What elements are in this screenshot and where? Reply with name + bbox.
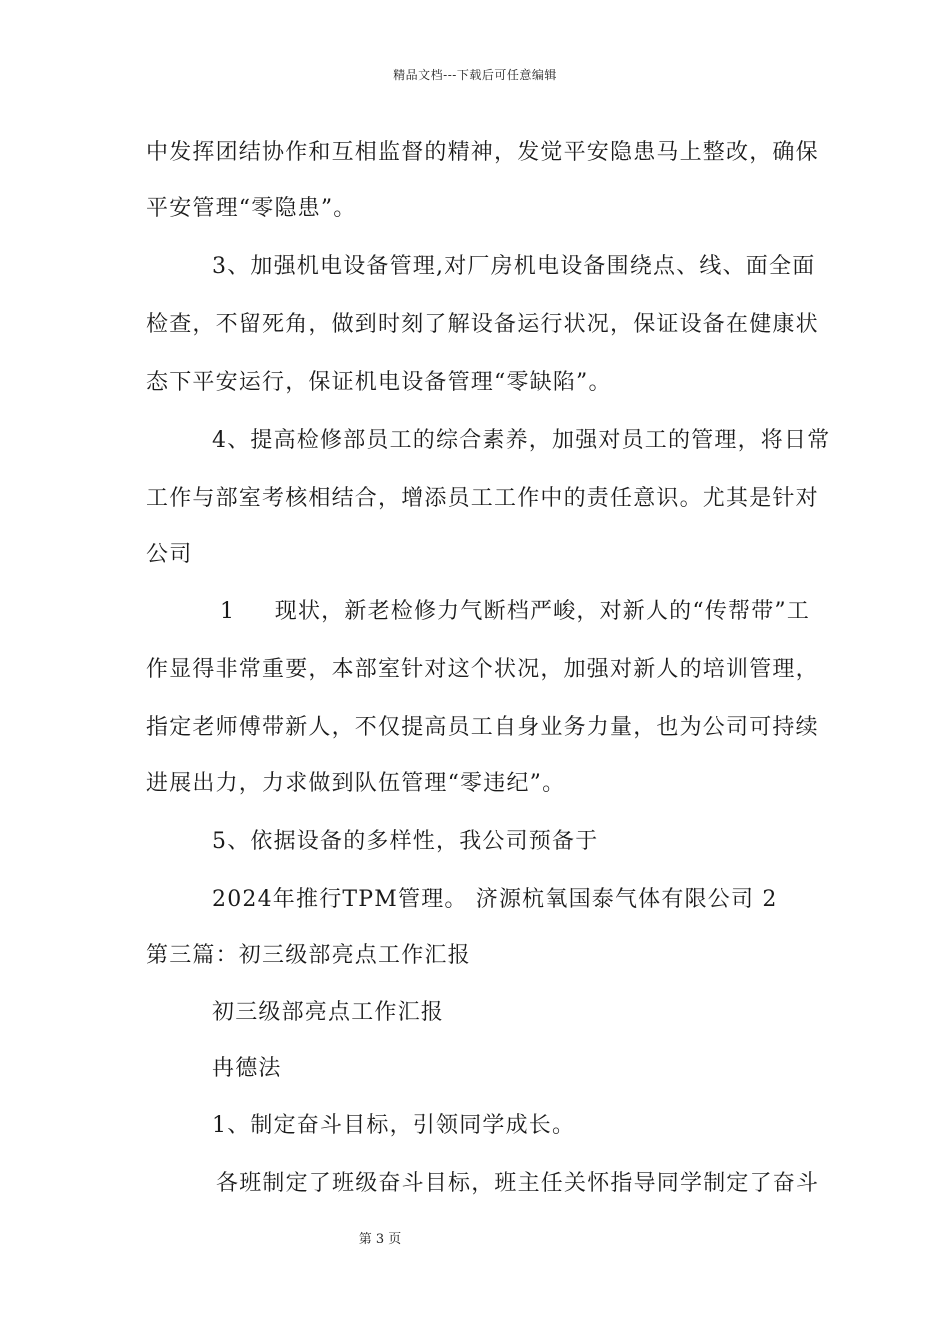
body-line: 平安管理“零隐患”。 [146, 196, 357, 221]
body-line: 5、依据设备的多样性，我公司预备于 [212, 829, 599, 854]
body-line: 指定老师傅带新人，不仅提高员工自身业务力量，也为公司可持续 [146, 715, 819, 740]
body-line: 作显得非常重要，本部室针对这个状况，加强对新人的培训管理， [146, 657, 819, 682]
body-line: 4、提高检修部员工的综合素养，加强对员工的管理，将日常 [212, 428, 831, 453]
body-line: 2024年推行TPM管理。 济源杭氧国泰气体有限公司 2 [212, 887, 778, 912]
body-line: 态下平安运行，保证机电设备管理“零缺陷”。 [146, 370, 612, 395]
body-line: 公司 [146, 542, 193, 567]
body-line: 1 现状，新老检修力气断档严峻，对新人的“传帮带”工 [220, 599, 811, 624]
page-header: 精品文档---下载后可任意编辑 [393, 68, 557, 82]
author-name: 冉德法 [212, 1056, 282, 1081]
body-line: 工作与部室考核相结合，增添员工工作中的责任意识。尤其是针对 [146, 486, 819, 511]
body-line: 检查，不留死角，做到时刻了解设备运行状况，保证设备在健康状 [146, 312, 819, 337]
body-line: 3、加强机电设备管理,对厂房机电设备围绕点、线、面全面 [212, 254, 816, 279]
body-line: 各班制定了班级奋斗目标，班主任关怀指导同学制定了奋斗 [216, 1171, 820, 1196]
page-number: 第 3 页 [358, 1232, 402, 1247]
section-heading: 第三篇：初三级部亮点工作汇报 [146, 943, 471, 968]
body-line: 进展出力，力求做到队伍管理“零违纪”。 [146, 771, 566, 796]
body-line: 中发挥团结协作和互相监督的精神，发觉平安隐患马上整改，确保 [146, 140, 819, 165]
body-line: 1、制定奋斗目标，引领同学成长。 [212, 1113, 576, 1138]
report-title: 初三级部亮点工作汇报 [212, 1000, 445, 1025]
